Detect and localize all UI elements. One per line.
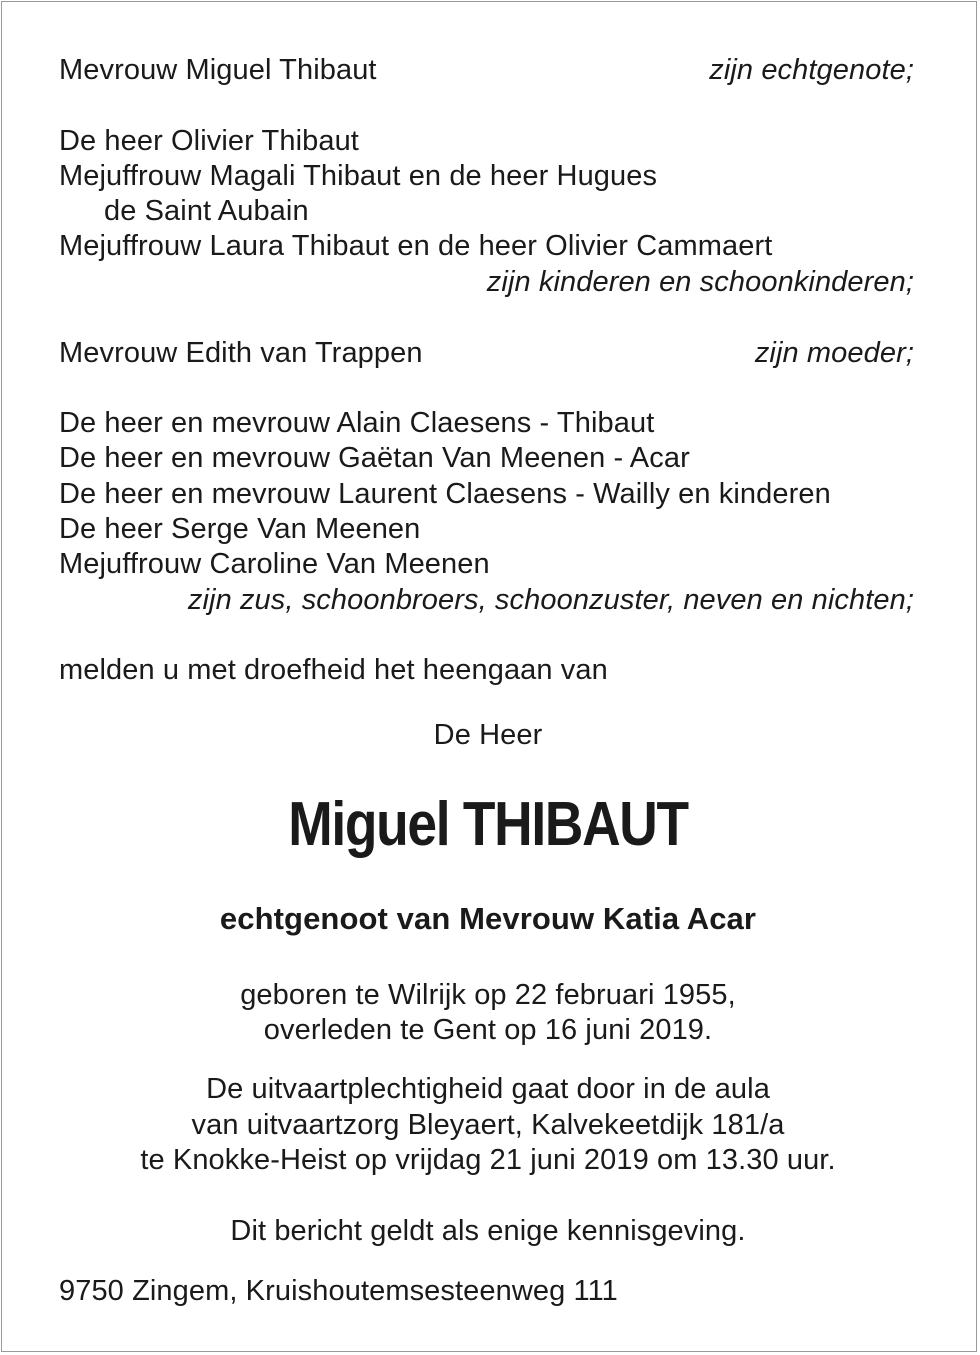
children-relation: zijn kinderen en schoonkinderen; [486,266,914,298]
sibling-line: De heer Serge Van Meenen [59,513,421,545]
funeral-line: te Knokke-Heist op vrijdag 21 juni 2019 om 13.30 uur. [140,1144,836,1176]
birth-line: geboren te Wilrijk op 22 februari 1955, [240,979,736,1011]
spouse-line: echtgenoot van Mevrouw Katia Acar [219,901,757,936]
child-line: Mejuffrouw Magali Thibaut en de heer Hugues [59,160,658,192]
death-line: overleden te Gent op 16 juni 2019. [263,1014,713,1046]
mother-relation: zijn moeder; [754,337,914,369]
honorific-title: De Heer [433,719,543,751]
sibling-line: Mejuffrouw Caroline Van Meenen [59,548,490,580]
child-line: De heer Olivier Thibaut [59,125,359,157]
siblings-relation: zijn zus, schoonbroers, schoonzuster, neven en nichten; [187,584,914,616]
spouse-relation: zijn echtgenote; [709,54,914,86]
deceased-name: Miguel THIBAUT [288,790,688,859]
child-line: de Saint Aubain [104,195,309,227]
funeral-line: De uitvaartplechtigheid gaat door in de aula [206,1073,770,1105]
sibling-line: De heer en mevrouw Laurent Claesens - Wailly en kinderen [59,478,831,510]
spouse-name: Mevrouw Miguel Thibaut [59,54,377,86]
sibling-line: De heer en mevrouw Gaëtan Van Meenen - Acar [59,442,690,474]
child-line: Mejuffrouw Laura Thibaut en de heer Olivier Cammaert [59,230,773,262]
intro-line: melden u met droefheid het heengaan van [59,654,608,686]
sibling-line: De heer en mevrouw Alain Claesens - Thibaut [59,407,655,439]
notice-line: Dit bericht geldt als enige kennisgeving. [230,1215,746,1247]
funeral-line: van uitvaartzorg Bleyaert, Kalvekeetdijk 181/a [191,1109,785,1141]
address-line: 9750 Zingem, Kruishoutemsesteenweg 111 [59,1275,618,1307]
mother-name: Mevrouw Edith van Trappen [59,337,423,369]
